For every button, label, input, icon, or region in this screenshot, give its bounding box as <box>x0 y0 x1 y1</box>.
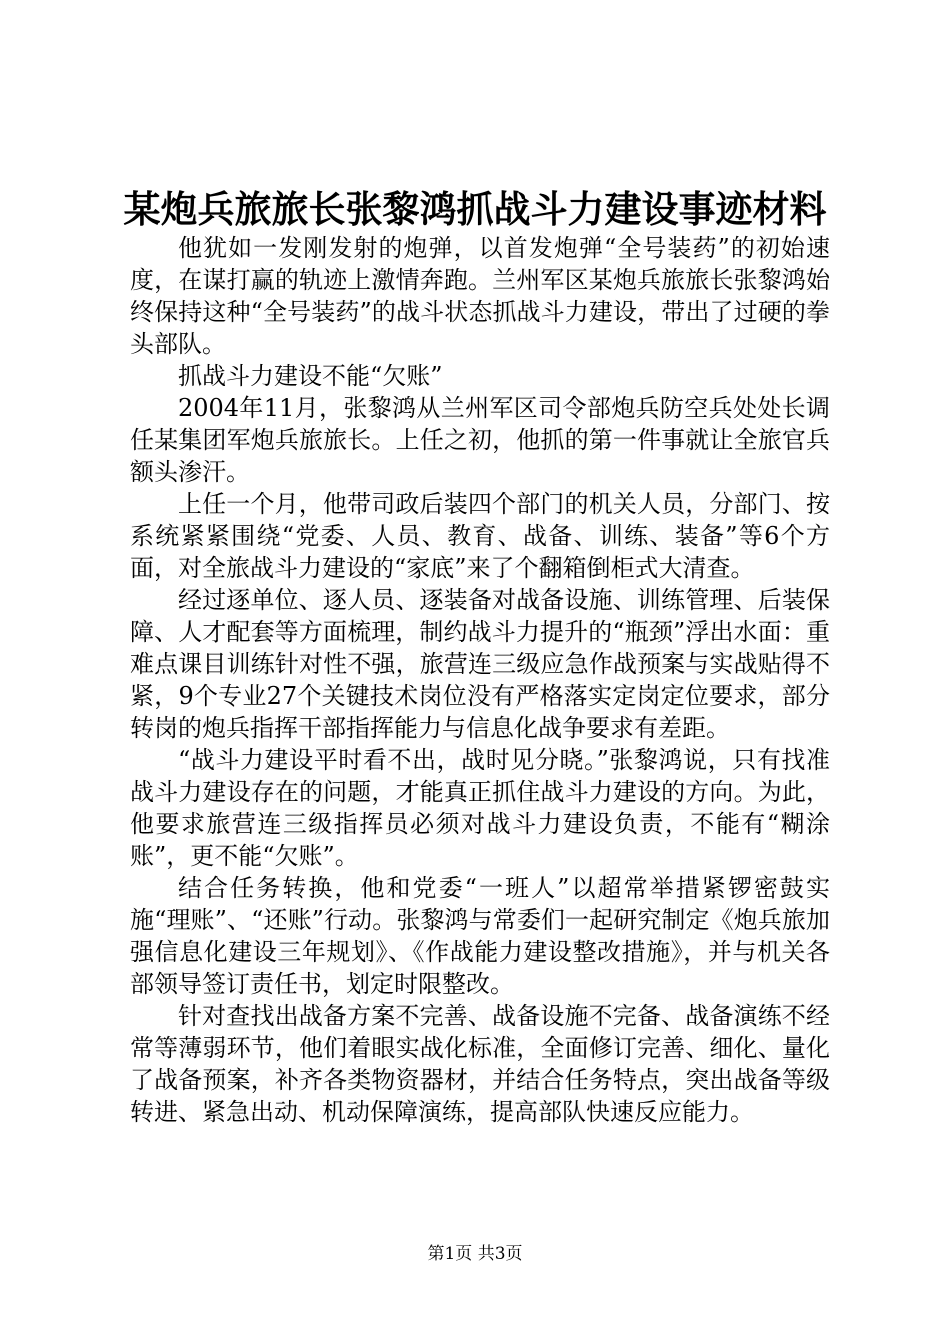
paragraph: 针对查找出战备方案不完善、战备设施不完备、战备演练不经常等薄弱环节，他们着眼实战化标准，全面修订完善、细化、量化了战备预案，补齐各类物资器材，并结合任务特点，突出战备等级转进、紧急出动、机动保障演练，提高部队快速反应能力。 <box>130 1002 830 1126</box>
document-title: 某炮兵旅旅长张黎鸿抓战斗力建设事迹材料 <box>123 187 827 231</box>
paragraph: “战斗力建设平时看不出，战时见分晓。”张黎鸿说，只有找准战斗力建设存在的问题，才能真正抓住战斗力建设的方向。为此，他要求旅营连三级指挥员必须对战斗力建设负责，不能有“糊涂账”，更不能“欠账”。 <box>130 746 830 870</box>
paragraph: 2004年11月，张黎鸿从兰州军区司令部炮兵防空兵处处长调任某集团军炮兵旅旅长。上任之初，他抓的第一件事就让全旅官兵额头渗汗。 <box>130 394 830 486</box>
paragraph: 经过逐单位、逐人员、逐装备对战备设施、训练管理、后装保障、人才配套等方面梳理，制约战斗力提升的“瓶颈”浮出水面：重难点课目训练针对性不强，旅营连三级应急作战预案与实战贴得不紧，9个专业27个关键技术岗位没有严格落实定岗定位要求，部分转岗的炮兵指挥干部指挥能力与信息化战争要求有差距。 <box>130 586 830 742</box>
section-heading: 抓战斗力建设不能“欠账” <box>178 362 443 390</box>
paragraph: 结合任务转换，他和党委“一班人”以超常举措紧锣密鼓实施“理账”、“还账”行动。张黎鸿与常委们一起研究制定《炮兵旅加强信息化建设三年规划》、《作战能力建设整改措施》，并与机关各部领导签订责任书，划定时限整改。 <box>130 874 830 998</box>
document-body <box>130 232 830 1128</box>
page-number-footer: 第1页 共3页 <box>427 1244 523 1264</box>
paragraph: 上任一个月，他带司政后装四个部门的机关人员，分部门、按系统紧紧围绕“党委、人员、教育、战备、训练、装备”等6个方面，对全旅战斗力建设的“家底”来了个翻箱倒柜式大清查。 <box>130 490 830 582</box>
paragraph: 他犹如一发刚发射的炮弹，以首发炮弹“全号装药”的初始速度，在谋打赢的轨迹上激情奔跑。兰州军区某炮兵旅旅长张黎鸿始终保持这种“全号装药”的战斗状态抓战斗力建设，带出了过硬的拳头部队。 <box>130 234 830 358</box>
